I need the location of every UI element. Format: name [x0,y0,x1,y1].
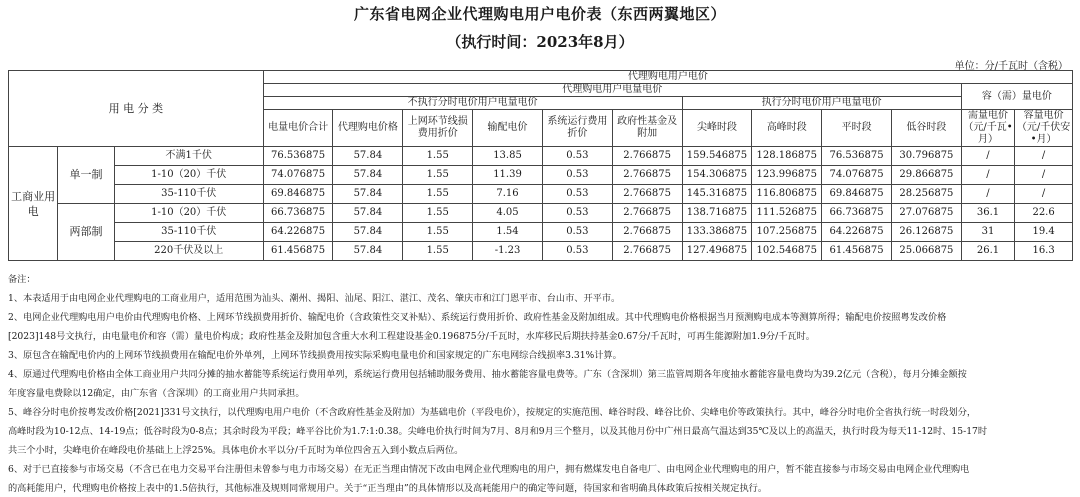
header-tou: 执行分时电价用户电量电价 [682,97,961,110]
table-cell: 61.456875 [822,242,892,261]
note-line: 4、原通过代理购电价格由全体工商业用户共同分摊的抽水蓄能等系统运行费用单列，系统运行费用包括辅助服务费用、抽水蓄能容量电费等。广东（含深圳）第三监管周期各年度抽水蓄能容量电费均为39.2亿元（含税），每月分摊金额按 [8,369,967,380]
table-row [9,242,1073,261]
page-subtitle: （执行时间：2023年8月） [446,33,634,51]
table-cell: 159.546875 [682,147,752,166]
table-cell: -1.23 [473,242,543,261]
page-title: 广东省电网企业代理购电用户电价表（东西两翼地区） [353,5,726,23]
table-cell: 27.076875 [891,204,961,223]
table-cell: 1.55 [403,242,473,261]
table-cell: 1.55 [403,166,473,185]
col-header: 平时段 [822,110,892,147]
table-cell: 133.386875 [682,223,752,242]
header-energy-price: 代理购电用户电量电价 [263,84,961,97]
table-cell: 7.16 [473,185,543,204]
col-header: 需量电价（元/千瓦•月） [961,110,1014,147]
table-cell: 116.806875 [752,185,822,204]
single-system-label: 单一制 [58,147,114,204]
table-cell: 76.536875 [822,147,892,166]
table-cell: 1.55 [403,185,473,204]
table-cell: / [1015,185,1073,204]
table-cell: 1.54 [473,223,543,242]
table-cell: 128.186875 [752,147,822,166]
table-row [9,166,1073,185]
table-cell: 154.306875 [682,166,752,185]
table-cell: 107.256875 [752,223,822,242]
header-capacity: 容（需）量电价 [961,84,1072,110]
header-non-tou: 不执行分时电价用户电量电价 [263,97,682,110]
col-header: 系统运行费用折价 [542,110,612,147]
table-cell: 0.53 [542,166,612,185]
table-cell: 16.3 [1015,242,1073,261]
table-cell: 57.84 [333,166,403,185]
table-cell: 57.84 [333,204,403,223]
table-cell: 2.766875 [612,223,682,242]
table-row [9,204,1073,223]
table-cell: 31 [961,223,1014,242]
table-cell: 0.53 [542,185,612,204]
voltage-level: 1-10（20）千伏 [114,166,263,185]
note-line: 2、电网企业代理购电用户电价由代理购电价格、上网环节线损费用折价、输配电价（含政策性交叉补贴）、系统运行费用折价、政府性基金及附加组成。其中代理购电价格根据当月预测购电成本等测算所得；输配电价按照粤发改价格 [8,312,947,323]
dual-system-label: 两部制 [58,204,114,261]
table-cell: 64.226875 [822,223,892,242]
header-agency-price: 代理购电用户电价 [263,71,1072,84]
table-cell: 69.846875 [822,185,892,204]
col-header: 代理购电价格 [333,110,403,147]
table-cell: 2.766875 [612,185,682,204]
note-line: 高峰时段为10-12点、14-19点；低谷时段为0-8点；其余时段为平段；峰平谷比价为1.7:1:0.38。尖峰电价执行时间为7月、8月和9月三个整月，以及其他月份中广州日最高气温达到35℃及以上的高温天，执行时段为每天11-12时、15-17时 [8,426,988,437]
table-cell: / [1015,147,1073,166]
voltage-level: 35-110千伏 [114,185,263,204]
notes [8,270,1074,497]
table-cell: 66.736875 [822,204,892,223]
voltage-level: 1-10（20）千伏 [114,204,263,223]
note-line: 共三个小时，尖峰电价在峰段电价基础上上浮25%。具体电价水平以分/千瓦时为单位四舍五入到小数点后两位。 [8,445,464,456]
note-line: 6、对于已直接参与市场交易（不含已在电力交易平台注册但未曾参与电力市场交易）在无正当理由情况下改由电网企业代理购电的用户，拥有燃煤发电自备电厂、由电网企业代理购电的用户，暂不能直接参与市场交易由电网企业代理购电 [8,464,970,475]
table-cell: 111.526875 [752,204,822,223]
table-cell: / [961,166,1014,185]
table-cell: 29.866875 [891,166,961,185]
table-cell: 76.536875 [263,147,333,166]
col-header: 容量电价（元/千伏安•月） [1015,110,1073,147]
table-cell: 74.076875 [822,166,892,185]
table-cell: 13.85 [473,147,543,166]
col-header: 政府性基金及附加 [612,110,682,147]
table-cell: 57.84 [333,147,403,166]
header-category: 用 电 分 类 [9,71,264,147]
table-cell: 4.05 [473,204,543,223]
table-cell: 2.766875 [612,147,682,166]
table-cell: 36.1 [961,204,1014,223]
table-cell: 64.226875 [263,223,333,242]
table-cell: 127.496875 [682,242,752,261]
table-cell: 19.4 [1015,223,1073,242]
note-line: 1、本表适用于由电网企业代理购电的工商业用户，适用范围为汕头、潮州、揭阳、汕尾、阳江、湛江、茂名、肇庆市和江门恩平市、台山市、开平市。 [8,293,621,304]
table-cell: 1.55 [403,223,473,242]
table-cell: 57.84 [333,185,403,204]
table-cell: 0.53 [542,204,612,223]
table-cell: 0.53 [542,223,612,242]
note-line: 年度容量电费除以12确定，由广东省（含深圳）的工商业用户共同承担。 [8,388,305,399]
table-cell: / [961,185,1014,204]
table-cell: 26.1 [961,242,1014,261]
note-line: 3、原包含在输配电价内的上网环节线损费用在输配电价外单列，上网环节线损费用按实际采购电量电价和国家规定的广东电网综合线损率3.31%计算。 [8,350,622,361]
col-header: 上网环节线损费用折价 [403,110,473,147]
table-cell: 25.066875 [891,242,961,261]
table-row [9,223,1073,242]
col-header: 电量电价合计 [263,110,333,147]
note-line: [2023]148号文执行，由电量电价和容（需）量电价构成；政府性基金及附加包含重大水利工程建设基金0.196875分/千瓦时，水库移民后期扶持基金0.67分/千瓦时，可再生能源附加1.9分/千瓦时。 [8,331,815,342]
voltage-level: 35-110千伏 [114,223,263,242]
table-cell: 28.256875 [891,185,961,204]
col-header: 高峰时段 [752,110,822,147]
table-cell: 66.736875 [263,204,333,223]
table-cell: 57.84 [333,242,403,261]
table-cell: / [1015,166,1073,185]
table-row [9,147,1073,166]
table-cell: 22.6 [1015,204,1073,223]
table-cell: 145.316875 [682,185,752,204]
note-line: 的高耗能用户，代理购电价格按上表中的1.5倍执行，其他标准及规则同常规用户。关于“正当理由”的具体情形以及高耗能用户的确定等问题，待国家和省明确具体政策后按相关规定执行。 [8,483,768,494]
table-cell: 61.456875 [263,242,333,261]
table-cell: 74.076875 [263,166,333,185]
group-label: 工商业用电 [9,147,58,261]
table-cell: 102.546875 [752,242,822,261]
table-cell: 138.716875 [682,204,752,223]
table-cell: 57.84 [333,223,403,242]
table-cell: 0.53 [542,242,612,261]
table-cell: / [961,147,1014,166]
col-header: 低谷时段 [891,110,961,147]
table-cell: 69.846875 [263,185,333,204]
table-cell: 1.55 [403,147,473,166]
voltage-level: 不满1千伏 [114,147,263,166]
col-header: 尖峰时段 [682,110,752,147]
note-line: 5、峰谷分时电价按粤发改价格[2021]331号文执行，以代理购电用户电价（不含政府性基金及附加）为基础电价（平段电价），按规定的实施范围、峰谷时段、峰谷比价、尖峰电价等政策执行。其中，峰谷分时电价全省执行统一时段划分， [8,407,977,418]
table-cell: 2.766875 [612,204,682,223]
table-cell: 11.39 [473,166,543,185]
table-cell: 2.766875 [612,166,682,185]
notes-heading: 备注： [8,274,36,285]
table-cell: 1.55 [403,204,473,223]
table-cell: 30.796875 [891,147,961,166]
table-cell: 2.766875 [612,242,682,261]
table-cell: 0.53 [542,147,612,166]
voltage-level: 220千伏及以上 [114,242,263,261]
table-row [9,185,1073,204]
table-cell: 26.126875 [891,223,961,242]
table-cell: 123.996875 [752,166,822,185]
col-header: 输配电价 [473,110,543,147]
unit-label: 单位：分/千瓦时（含税） [954,61,1068,72]
price-table [8,70,1073,261]
